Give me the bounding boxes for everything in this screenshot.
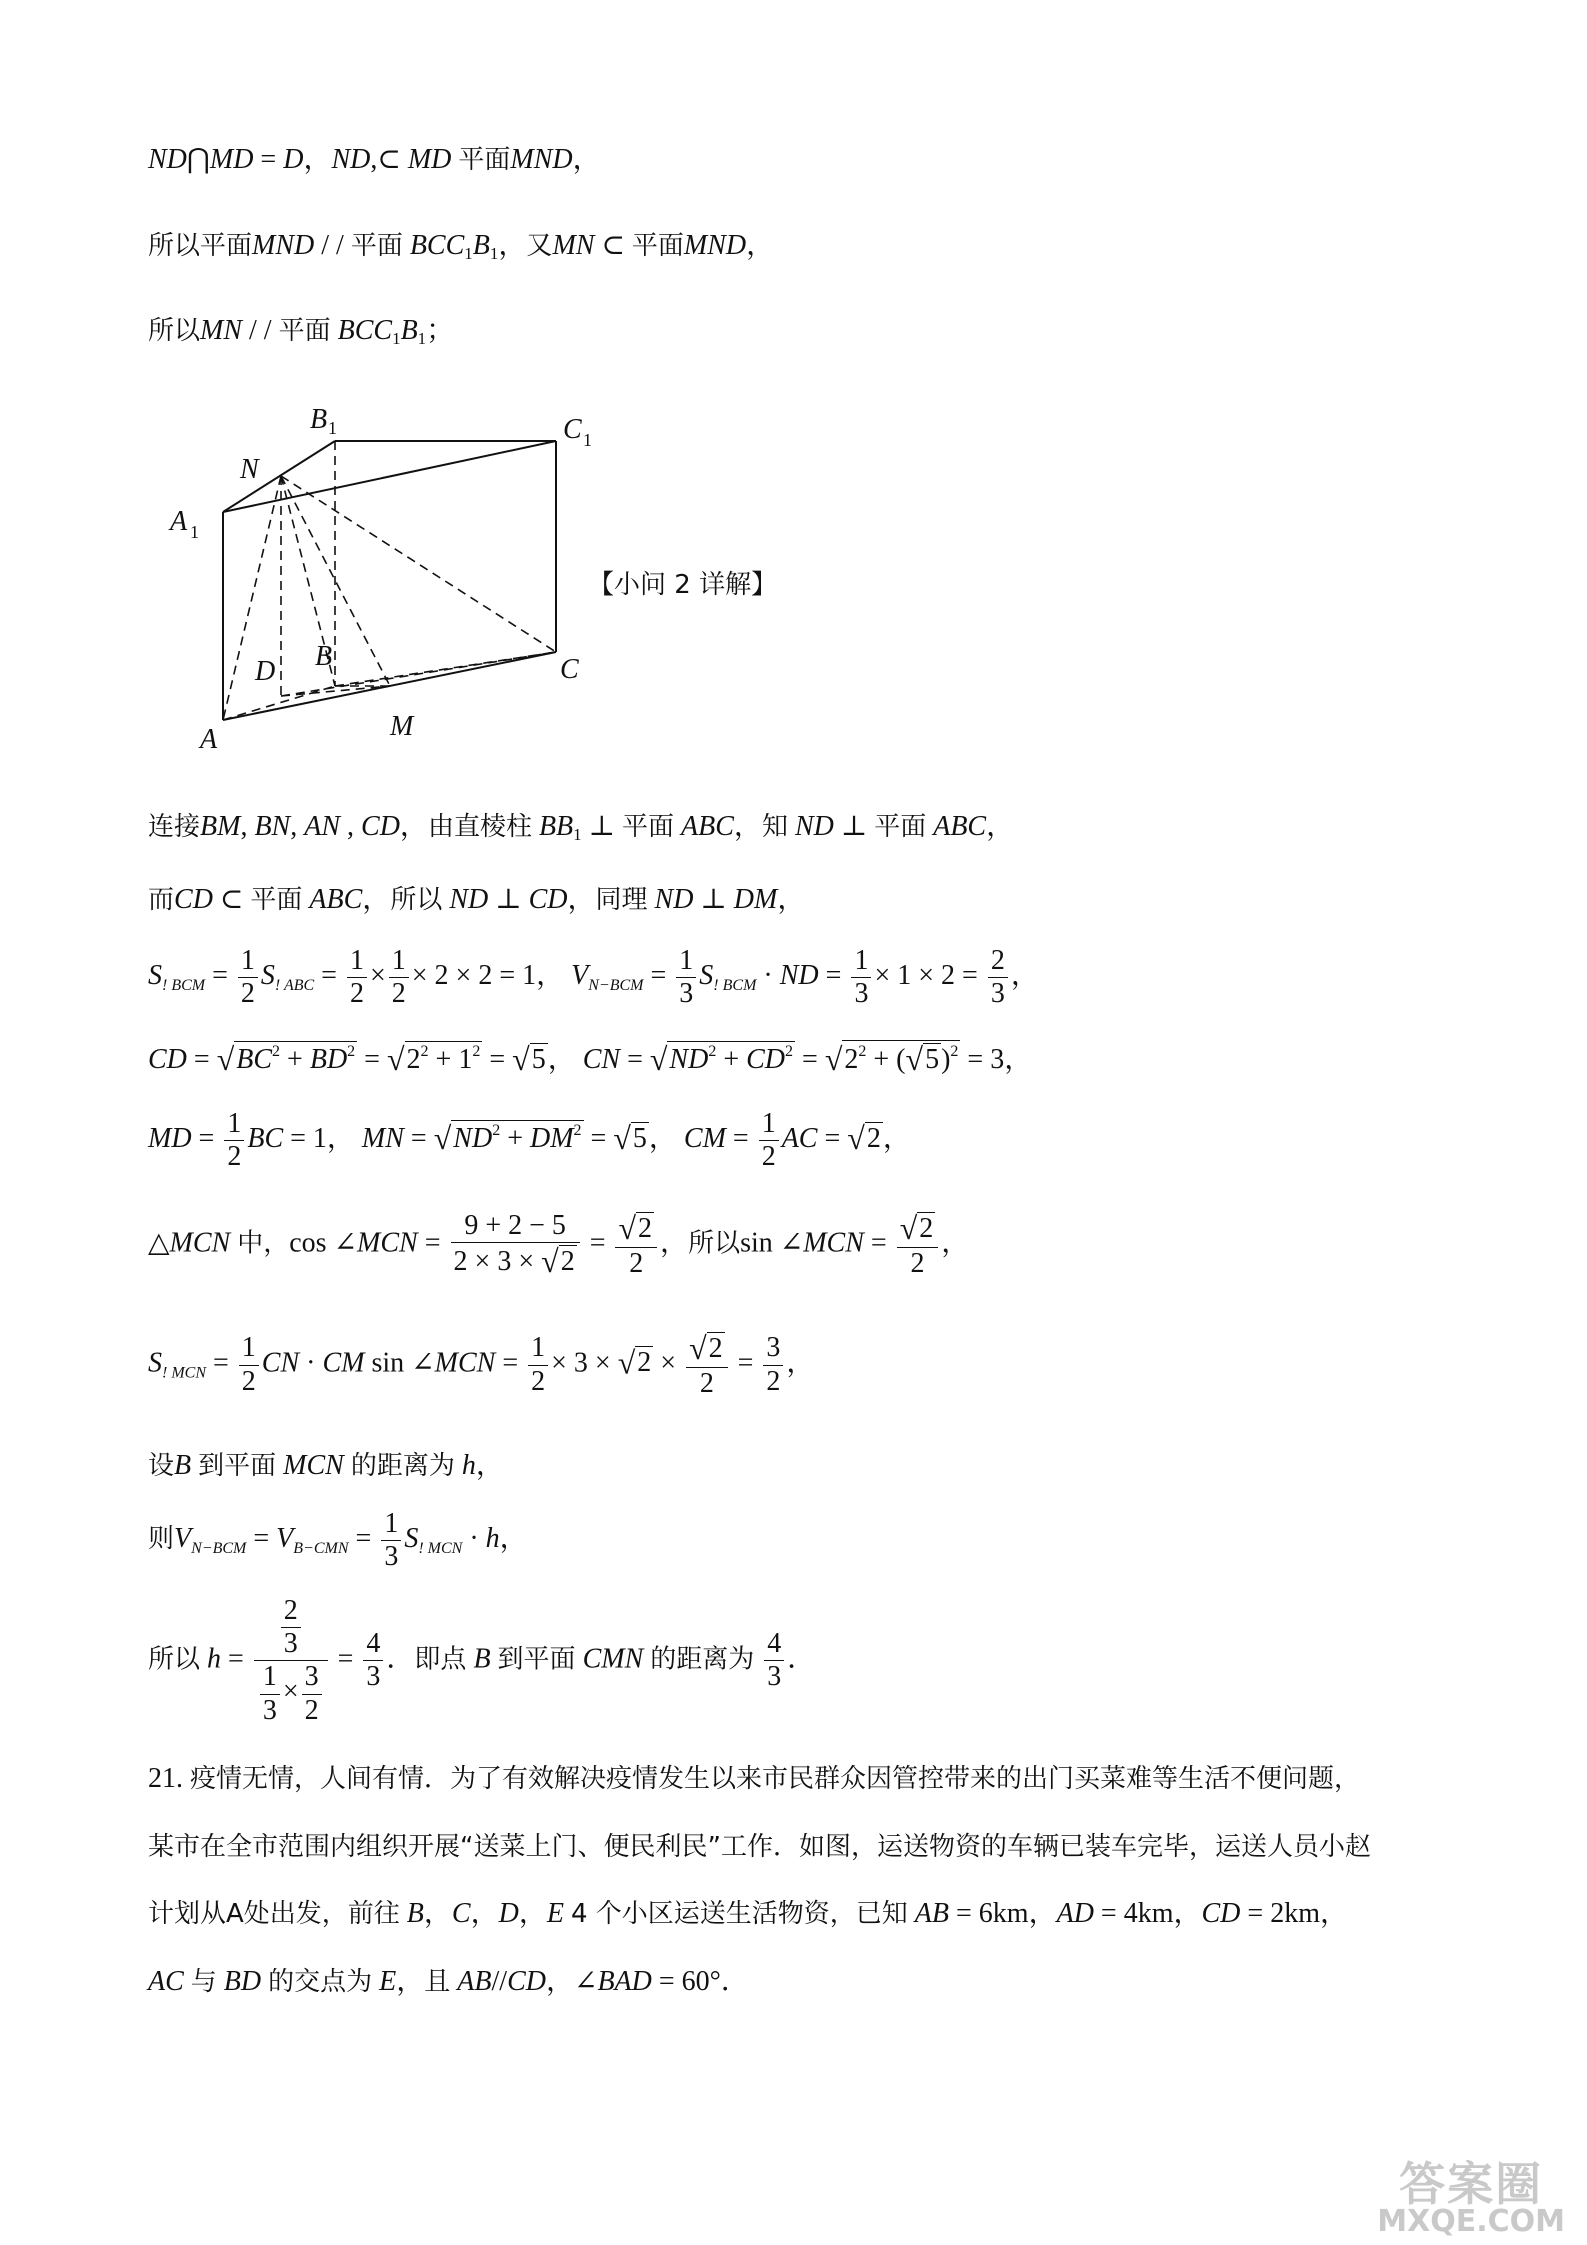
cosine-line: △MCN 中，cos ∠MCN = $\frac{9 + 2 - 5}{2 \times 3 \times √2}$ = $\frac{√2}{2}$ ，所以sin ∠MCN = $\frac{√2}{2}$ ，	[148, 1210, 970, 1280]
height-result-line: 所以 h = $\frac{2}{3}$ $\frac{1}{3}$ × $\frac{3}{2}$ = $\frac{4}{3}$ ．即点 B 到平面 CMN 的距离为 $\frac{4}{3}$ ．	[148, 1595, 816, 1726]
svg-text:1: 1	[328, 418, 337, 438]
proof-line-2: 所以平面MND / / 平面 $BCC_1B_1$，又MN ⊂ 平面MND，	[148, 230, 775, 263]
label-C1: C	[563, 414, 582, 445]
q21-line-4: AC 与 BD 的交点为 E，且 AB//CD，∠BAD = 60°．	[148, 1966, 749, 1997]
q21-line-2	[148, 1833, 1371, 1861]
svg-text:1: 1	[583, 430, 592, 450]
watermark-top: 答案圈	[1399, 2157, 1544, 2211]
proof-line-4: 连接BM, BN, AN , CD，由直棱柱 $BB_1$ ⊥ 平面 ABC，知 ND ⊥ 平面 ABC，	[148, 811, 1015, 844]
label-M: M	[390, 711, 414, 742]
label-A: A	[200, 724, 218, 755]
q21-line-3: 计划从A处出发，前往 B，C，D，E 4 个小区运送生活物资，已知 AB = 6km，AD = 4km，CD = 2km，	[148, 1898, 1348, 1929]
q21-line-1	[148, 1765, 1360, 1793]
proof-line-3: 所以MN / / 平面 $BCC_1B_1$；	[148, 315, 455, 348]
subquestion-2-header: 【小问 2 详解】	[588, 570, 778, 600]
watermark	[1377, 2157, 1565, 2239]
label-D: D	[255, 656, 276, 687]
watermark-bottom: MXQE.COM	[1377, 2204, 1565, 2239]
volume-eq-line: 则$V_{N-BCM} = V_{B-CMN}$ = $\frac{1}{3}$ $S_{! MCN} \cdot h$，	[148, 1508, 528, 1573]
area-mcn-line: $S_{! MCN}$ = $\frac{1}{2}$ CN · CM sin ∠MCN = $\frac{1}{2}$ × 3 × √2 × $\frac{√2}{2}$ = $\frac{3}{2}$ ，	[148, 1330, 815, 1399]
q21-text-3: 计划从A处出发，前往	[148, 1899, 400, 1929]
label-C: C	[560, 654, 579, 685]
label-B1: B	[310, 404, 328, 435]
proof-line-5: 而CD ⊂ 平面 ABC，所以 ND ⊥ CD，同理 ND ⊥ DM，	[148, 884, 806, 915]
area-bcm-line: $S_{! BCM}$ = $\frac{1}{2}$ $S_{! ABC}$ = $\frac{1}{2}$ × $\frac{1}{2}$ × 2 × 2 = 1， $V_{N-BCM}$ = $\frac{1}{3}$ $S_{! BCM}$ · ND = $\frac{1}{3}$ × 1 × 2 = $\frac{2}{3}$ ，	[148, 945, 1039, 1010]
label-N: N	[240, 454, 259, 485]
label-B: B	[315, 641, 333, 672]
svg-text:1: 1	[190, 522, 199, 542]
prism-figure	[160, 390, 620, 760]
q21-text-1: 疫情无情，人间有情．为了有效解决疫情发生以来市民群众因管控带来的出门买菜难等生活不便问题，	[190, 1764, 1361, 1794]
q21-text-2: 某市在全市范围内组织开展“送菜上门、便民利民”工作．如图，运送物资的车辆已装车完毕，运送人员小赵	[148, 1832, 1371, 1862]
cd-cn-line: CD = $√BC^2 + BD^2 = √2^2 + 1^2 = √5$， CN = $√ND^2 + CD^2 = √2^2 + (√5)^2 = 3$，	[148, 1041, 1033, 1077]
label-A1: A	[170, 506, 188, 537]
q21-number: 21.	[148, 1763, 183, 1794]
distance-intro-line: 设B 到平面 MCN 的距离为 h，	[148, 1450, 504, 1481]
proof-line-1: ND⋂MD = D，ND,⊂ MD 平面MND，	[148, 144, 601, 175]
md-mn-cm-line: MD = $\frac{1}{2}$ BC = 1， MN = $√ND^2 + DM^2 = √5$， CM = $\frac{1}{2}$ AC = √2，	[148, 1108, 911, 1173]
